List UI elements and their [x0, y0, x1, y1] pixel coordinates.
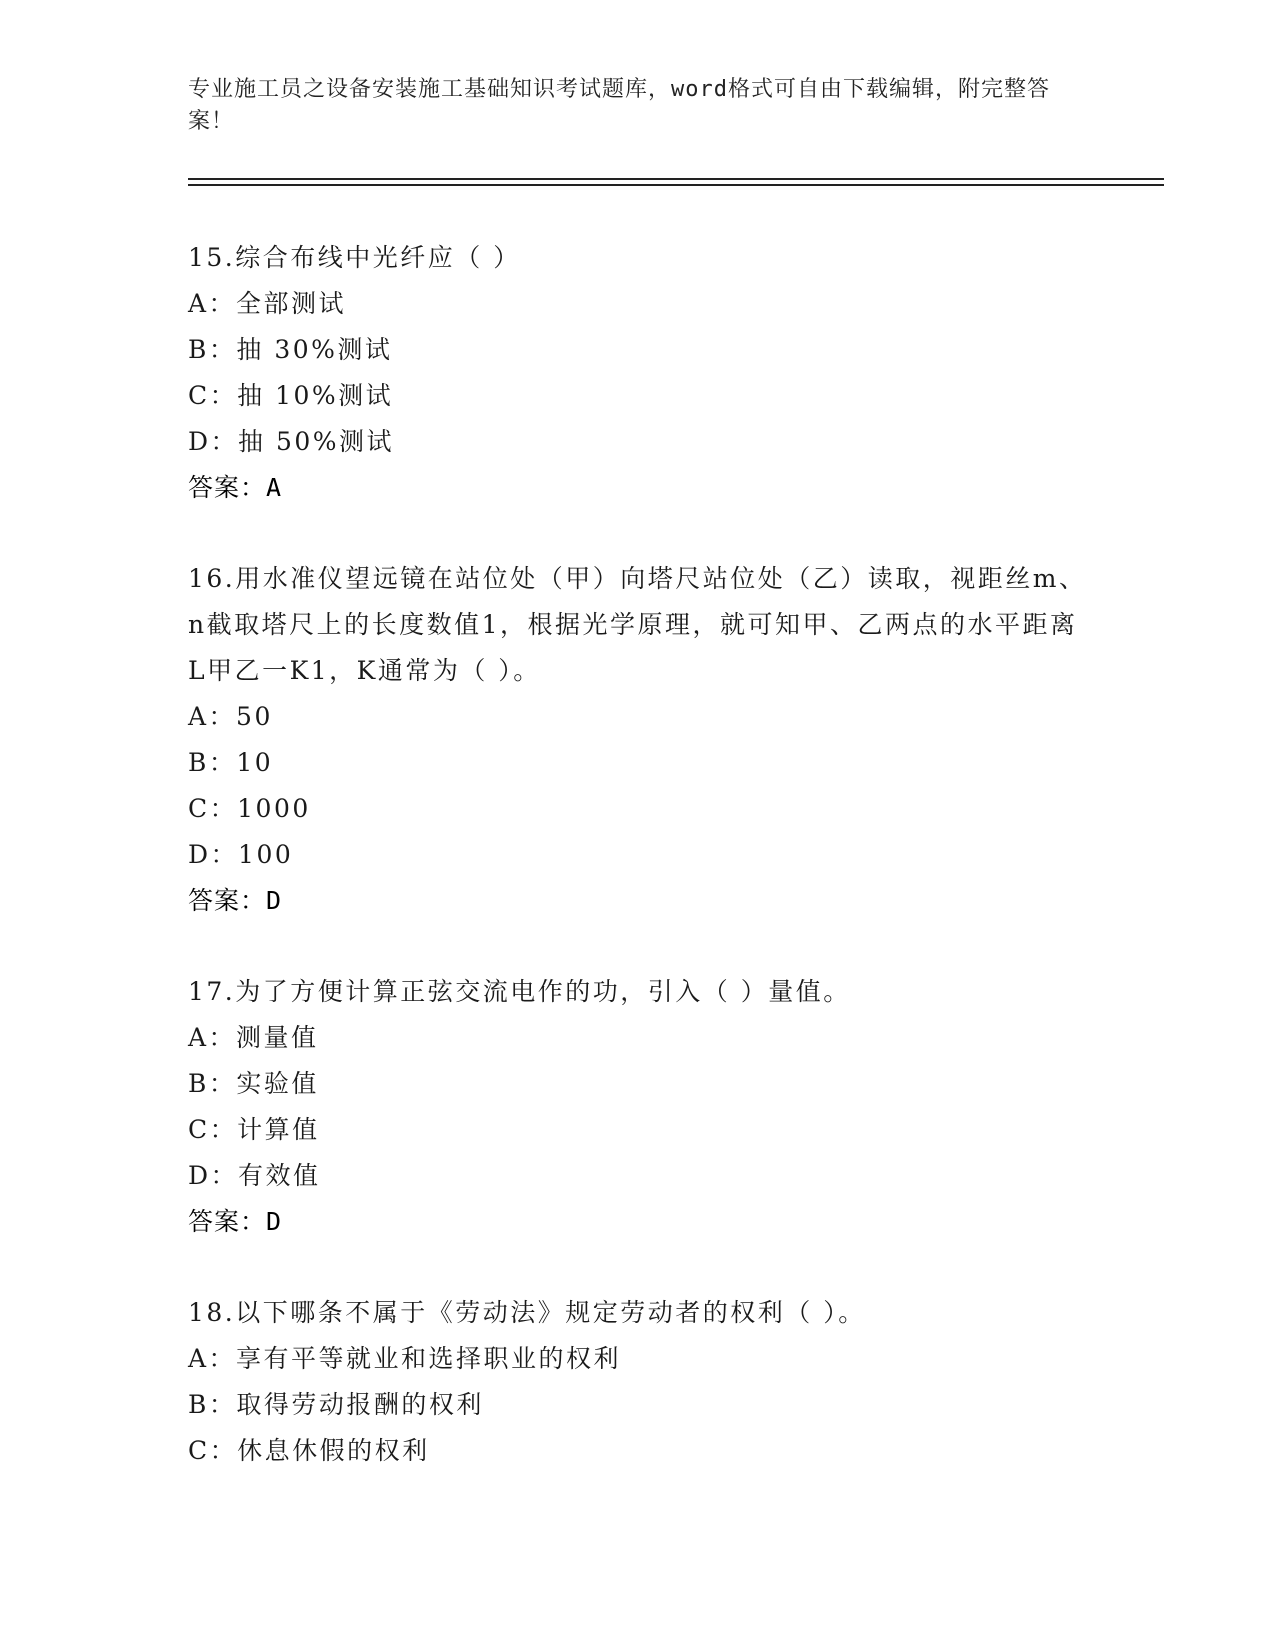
option-b: B：10 — [188, 748, 274, 777]
option-a: A：享有平等就业和选择职业的权利 — [188, 1344, 622, 1373]
option-c: C：休息休假的权利 — [188, 1436, 430, 1465]
question-list — [188, 235, 1088, 1519]
question-16 — [188, 556, 1088, 924]
header-divider-top — [188, 178, 1164, 180]
option-a: A：全部测试 — [188, 289, 347, 318]
option-a: A：测量值 — [188, 1023, 319, 1052]
option-a: A：50 — [188, 702, 273, 731]
option-d: D：100 — [188, 840, 294, 869]
option-b: B：实验值 — [188, 1069, 319, 1098]
question-stem: 18.以下哪条不属于《劳动法》规定劳动者的权利（ ）。 — [188, 1298, 866, 1327]
option-c: C：抽 10%测试 — [188, 381, 394, 410]
option-b: B：抽 30%测试 — [188, 335, 393, 364]
option-c: C：计算值 — [188, 1115, 320, 1144]
question-15 — [188, 235, 1088, 511]
option-d: D：有效值 — [188, 1161, 321, 1190]
question-stem: 15.综合布线中光纤应（ ） — [188, 243, 521, 272]
question-18 — [188, 1290, 1088, 1474]
question-17 — [188, 969, 1088, 1245]
question-stem: 16.用水准仪望远镜在站位处（甲）向塔尺站位处（乙）读取，视距丝m、n截取塔尺上的长度数值1，根据光学原理，就可知甲、乙两点的水平距离L甲乙一K1，K通常为（ ）。 — [188, 564, 1087, 685]
question-stem: 17.为了方便计算正弦交流电作的功，引入（ ）量值。 — [188, 977, 851, 1006]
option-d: D：抽 50%测试 — [188, 427, 395, 456]
header-divider-bottom — [188, 184, 1164, 186]
answer-line: 答案：D — [188, 1207, 283, 1236]
option-b: B：取得劳动报酬的权利 — [188, 1390, 484, 1419]
option-c: C：1000 — [188, 794, 311, 823]
answer-line: 答案：D — [188, 886, 283, 915]
document-header: 专业施工员之设备安装施工基础知识考试题库，word格式可自由下载编辑，附完整答案！ — [188, 77, 1050, 134]
answer-line: 答案：A — [188, 473, 283, 502]
